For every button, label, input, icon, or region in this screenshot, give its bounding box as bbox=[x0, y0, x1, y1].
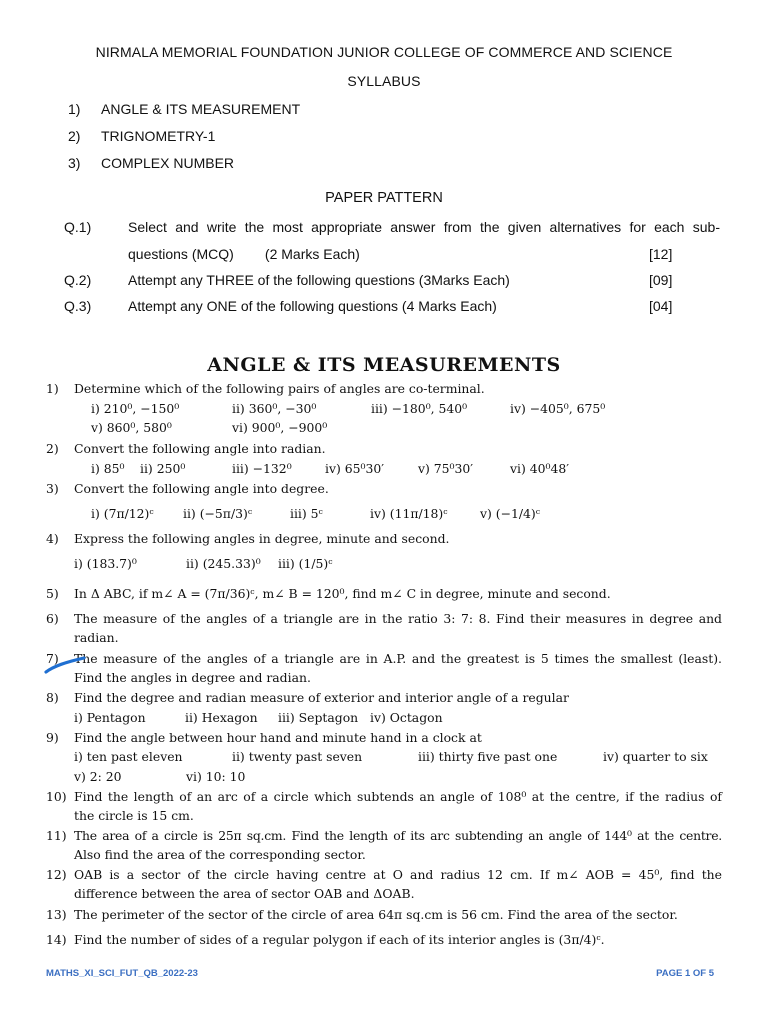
question-number: 2) bbox=[46, 441, 59, 456]
question-number: 7) bbox=[46, 651, 59, 666]
pattern-description-continued: questions (MCQ) (2 Marks Each) bbox=[128, 246, 360, 262]
syllabus-item-number: 3) bbox=[68, 155, 81, 171]
pen-mark-icon bbox=[44, 652, 88, 676]
option: ii) 250⁰ bbox=[140, 461, 186, 476]
question-number: 8) bbox=[46, 690, 59, 705]
section-title: ANGLE & ITS MEASUREMENTS bbox=[207, 354, 561, 376]
option: v) 75⁰30′ bbox=[418, 461, 474, 476]
question-number: 9) bbox=[46, 730, 59, 745]
option: iv) quarter to six bbox=[603, 749, 708, 764]
option: iii) −132⁰ bbox=[232, 461, 292, 476]
syllabus-item: TRIGNOMETRY-1 bbox=[101, 128, 216, 144]
question-number: 14) bbox=[46, 932, 67, 947]
paper-pattern-title: PAPER PATTERN bbox=[325, 190, 443, 206]
question-text-continued: the circle is 15 cm. bbox=[74, 808, 194, 823]
question-text-continued: difference between the area of sector OAB and ΔOAB. bbox=[74, 886, 415, 901]
question-text: Find the angle between hour hand and minute hand in a clock at bbox=[74, 730, 482, 745]
option: iv) −405⁰, 675⁰ bbox=[510, 401, 606, 416]
question-text: Determine which of the following pairs of angles are co-terminal. bbox=[74, 381, 485, 396]
question-number: 12) bbox=[46, 867, 67, 882]
pattern-description: Attempt any THREE of the following questions (3Marks Each) bbox=[128, 272, 510, 288]
college-name: NIRMALA MEMORIAL FOUNDATION JUNIOR COLLEGE OF COMMERCE AND SCIENCE bbox=[95, 44, 673, 60]
question-text: The perimeter of the sector of the circle of area 64π sq.cm is 56 cm. Find the area of the sector. bbox=[74, 907, 678, 922]
option: i) 85⁰ bbox=[91, 461, 125, 476]
option: iv) Octagon bbox=[370, 710, 443, 725]
question-number: 10) bbox=[46, 789, 67, 804]
question-text-continued: Find the angles in degree and radian. bbox=[74, 670, 311, 685]
option: ii) Hexagon bbox=[185, 710, 258, 725]
syllabus-title: SYLLABUS bbox=[347, 73, 421, 89]
option: v) 860⁰, 580⁰ bbox=[91, 420, 172, 435]
question-text: OAB is a sector of the circle having centre at O and radius 12 cm. If m∠ AOB = 45⁰, find the bbox=[74, 867, 722, 882]
option: v) 2: 20 bbox=[74, 769, 122, 784]
option: ii) twenty past seven bbox=[232, 749, 363, 764]
question-text: Express the following angles in degree, minute and second. bbox=[74, 531, 450, 546]
question-number: 6) bbox=[46, 611, 59, 626]
question-text: Find the length of an arc of a circle which subtends an angle of 108⁰ at the centre, if the radius of bbox=[74, 789, 722, 804]
question-text: Convert the following angle into radian. bbox=[74, 441, 326, 456]
option: iii) (1/5)ᶜ bbox=[278, 556, 333, 571]
option: ii) (−5π/3)ᶜ bbox=[183, 506, 253, 521]
pattern-marks: [04] bbox=[649, 298, 673, 314]
option: iii) Septagon bbox=[278, 710, 359, 725]
option: iv) 65⁰30′ bbox=[325, 461, 385, 476]
question-text: The area of a circle is 25π sq.cm. Find the length of its arc subtending an angle of 144⁰ at the centre. bbox=[74, 828, 722, 843]
question-number: 5) bbox=[46, 586, 59, 601]
question-text: The measure of the angles of a triangle are in the ratio 3: 7: 8. Find their measures in degree and bbox=[74, 611, 722, 626]
syllabus-item-number: 1) bbox=[68, 101, 81, 117]
question-text: In Δ ABC, if m∠ A = (7π/36)ᶜ, m∠ B = 120⁰, find m∠ C in degree, minute and second. bbox=[74, 586, 611, 601]
pattern-question-number: Q.2) bbox=[64, 272, 92, 288]
syllabus-item: COMPLEX NUMBER bbox=[101, 155, 235, 171]
pattern-question-number: Q.3) bbox=[64, 298, 92, 314]
option: iii) thirty five past one bbox=[418, 749, 558, 764]
option: vi) 900⁰, −900⁰ bbox=[232, 420, 328, 435]
option: ii) (245.33)⁰ bbox=[186, 556, 261, 571]
option: i) Pentagon bbox=[74, 710, 146, 725]
question-text: The measure of the angles of a triangle are in A.P. and the greatest is 5 times the smallest (least). bbox=[74, 651, 722, 666]
question-number: 1) bbox=[46, 381, 59, 396]
footer-page-number: PAGE 1 OF 5 bbox=[656, 968, 714, 979]
question-text: Find the degree and radian measure of exterior and interior angle of a regular bbox=[74, 690, 569, 705]
question-number: 13) bbox=[46, 907, 67, 922]
question-number: 4) bbox=[46, 531, 59, 546]
option: iii) −180⁰, 540⁰ bbox=[371, 401, 468, 416]
option: ii) 360⁰, −30⁰ bbox=[232, 401, 317, 416]
syllabus-item: ANGLE & ITS MEASUREMENT bbox=[101, 101, 301, 117]
option: vi) 10: 10 bbox=[186, 769, 246, 784]
option: i) (183.7)⁰ bbox=[74, 556, 137, 571]
question-text-continued: radian. bbox=[74, 630, 119, 645]
pattern-marks: [09] bbox=[649, 272, 673, 288]
pattern-question-number: Q.1) bbox=[64, 219, 92, 235]
pattern-marks: [12] bbox=[649, 246, 673, 262]
option: iii) 5ᶜ bbox=[290, 506, 323, 521]
question-text: Convert the following angle into degree. bbox=[74, 481, 329, 496]
option: i) ten past eleven bbox=[74, 749, 183, 764]
option: i) 210⁰, −150⁰ bbox=[91, 401, 180, 416]
pattern-description: Select and write the most appropriate answer from the given alternatives for each sub- bbox=[128, 219, 720, 235]
option: iv) (11π/18)ᶜ bbox=[370, 506, 448, 521]
option: vi) 40⁰48′ bbox=[510, 461, 570, 476]
syllabus-item-number: 2) bbox=[68, 128, 81, 144]
option: i) (7π/12)ᶜ bbox=[91, 506, 154, 521]
option: v) (−1/4)ᶜ bbox=[480, 506, 541, 521]
question-number: 3) bbox=[46, 481, 59, 496]
question-text: Find the number of sides of a regular polygon if each of its interior angles is (3π/4)ᶜ. bbox=[74, 932, 605, 947]
pattern-description: Attempt any ONE of the following questions (4 Marks Each) bbox=[128, 298, 497, 314]
question-text-continued: Also find the area of the corresponding sector. bbox=[74, 847, 366, 862]
footer-document-code: MATHS_XI_SCI_FUT_QB_2022-23 bbox=[46, 968, 198, 979]
question-number: 11) bbox=[46, 828, 67, 843]
